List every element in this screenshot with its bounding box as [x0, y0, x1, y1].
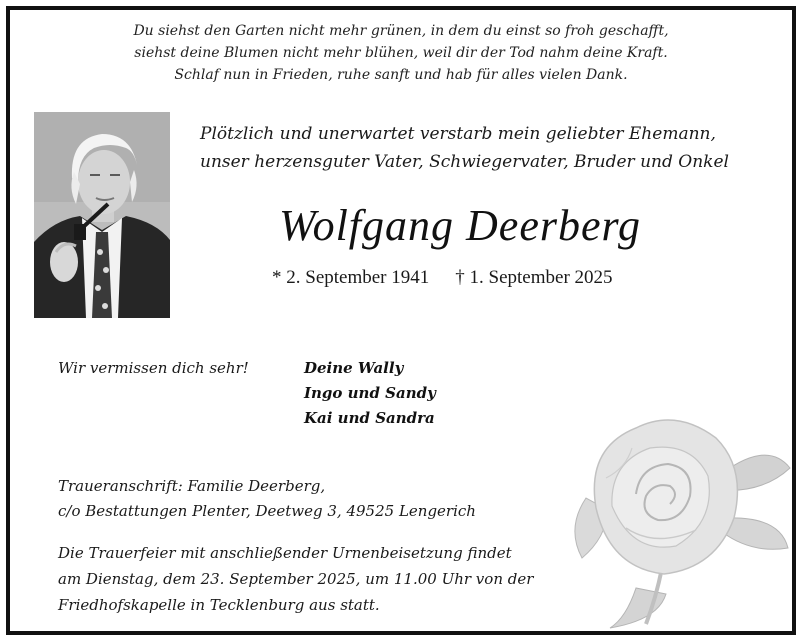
obituary-notice	[6, 6, 796, 635]
memorial-verse	[10, 20, 792, 86]
portrait-photo	[34, 112, 170, 318]
birth-date: * 2. September 1941	[272, 267, 430, 288]
family-member: Ingo und Sandy	[304, 384, 436, 402]
closing-message: Wir vermissen dich sehr!	[58, 359, 249, 377]
death-date: † 1. September 2025	[455, 267, 613, 288]
portrait-image	[34, 112, 170, 318]
life-dates	[272, 266, 732, 290]
family-signatures	[304, 356, 436, 431]
family-member: Deine Wally	[304, 359, 404, 377]
family-member: Kai und Sandra	[304, 409, 435, 427]
ceremony-line: am Dienstag, dem 23. September 2025, um 11.00 Uhr von der	[58, 570, 534, 588]
address-line: c/o Bestattungen Plenter, Deetweg 3, 49525 Lengerich	[58, 502, 476, 520]
deceased-name: Wolfgang Deerberg	[278, 201, 642, 250]
verse-line: Du siehst den Garten nicht mehr grünen, in dem du einst so froh geschafft,	[133, 23, 669, 39]
verse-line: Schlaf nun in Frieden, ruhe sanft und hab für alles vielen Dank.	[174, 67, 628, 83]
address-line: Traueranschrift: Familie Deerberg,	[58, 477, 326, 495]
mourning-address	[58, 474, 578, 524]
ceremony-line: Friedhofskapelle in Tecklenburg aus statt.	[58, 596, 380, 614]
intro-line: Plötzlich und unerwartet verstarb mein geliebter Ehemann,	[200, 124, 716, 144]
ceremony-info	[58, 540, 588, 618]
ceremony-line: Die Trauerfeier mit anschließender Urnenbeisetzung findet	[58, 544, 512, 562]
verse-line: siehst deine Blumen nicht mehr blühen, weil dir der Tod nahm deine Kraft.	[134, 45, 668, 61]
intro-text	[200, 120, 760, 176]
intro-line: unser herzensguter Vater, Schwiegervater, Bruder und Onkel	[200, 152, 729, 172]
rose-icon	[566, 398, 792, 630]
